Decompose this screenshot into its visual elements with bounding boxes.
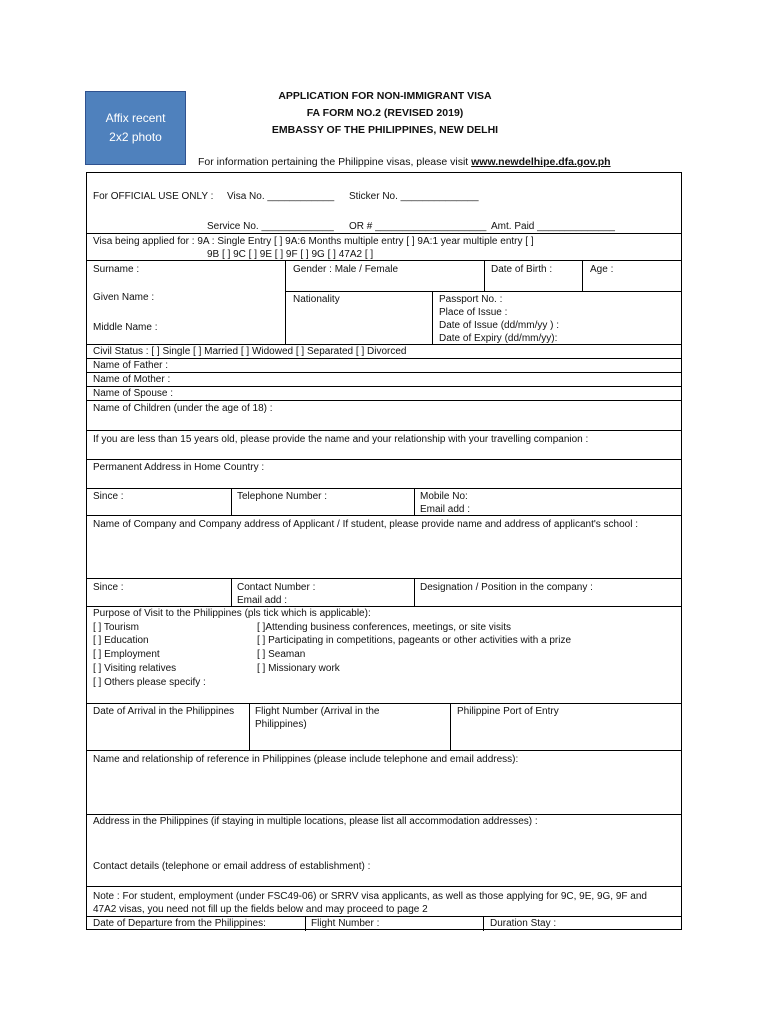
children-names-field[interactable]: Name of Children (under the age of 18) : xyxy=(93,403,273,414)
purpose-section xyxy=(87,607,681,704)
middle-name-field[interactable]: Middle Name : xyxy=(93,322,158,333)
given-name-field[interactable]: Given Name : xyxy=(93,292,155,303)
company-row xyxy=(87,516,681,579)
date-of-expiry-field[interactable]: Date of Expiry (dd/mm/yy): xyxy=(439,333,558,344)
company-since-field[interactable]: Since : xyxy=(93,582,124,593)
purpose-missionary[interactable]: [ ] Missionary work xyxy=(257,663,340,674)
since-phone-row xyxy=(87,489,681,516)
official-use-row xyxy=(87,173,681,234)
application-form xyxy=(86,172,682,930)
duration-stay-field[interactable]: Duration Stay : xyxy=(490,918,557,929)
port-of-entry-field[interactable]: Philippine Port of Entry xyxy=(457,706,559,717)
photo-label-line2: 2x2 photo xyxy=(109,130,162,144)
header-title: APPLICATION FOR NON-IMMIGRANT VISA xyxy=(278,90,492,102)
personal-details-section xyxy=(87,261,681,345)
arrival-date-field[interactable]: Date of Arrival in the Philippines xyxy=(93,706,235,717)
company-contact-row xyxy=(87,579,681,607)
note-line2: 47A2 visas, you need not fill up the fields below and may proceed to page 2 xyxy=(93,904,428,915)
civil-status-options[interactable]: Civil Status : [ ] Single [ ] Married [ ] Widowed [ ] Separated [ ] Divorced xyxy=(93,346,407,357)
date-of-issue-field[interactable]: Date of Issue (dd/mm/yy ) : xyxy=(439,320,560,331)
mobile-no-field[interactable]: Mobile No: xyxy=(420,491,468,502)
amount-paid-field[interactable]: Amt. Paid ______________ xyxy=(491,221,615,232)
ph-address-row xyxy=(87,815,681,887)
father-name-field[interactable]: Name of Father : xyxy=(93,360,169,371)
purpose-business[interactable]: [ ]Attending business conferences, meetings, or site visits xyxy=(257,622,512,633)
civil-status-row xyxy=(87,345,681,359)
age-field[interactable]: Age : xyxy=(590,264,614,275)
contact-number-field[interactable]: Contact Number : xyxy=(237,582,316,593)
visa-type-row xyxy=(87,234,681,261)
mother-row xyxy=(87,373,681,387)
permanent-address-row xyxy=(87,460,681,489)
departure-date-field[interactable]: Date of Departure from the Philippines: xyxy=(93,918,266,929)
date-of-birth-field[interactable]: Date of Birth : xyxy=(491,264,553,275)
mother-name-field[interactable]: Name of Mother : xyxy=(93,374,171,385)
header-form-number: FA FORM NO.2 (REVISED 2019) xyxy=(306,107,464,119)
companion-row xyxy=(87,431,681,460)
header-embassy: EMBASSY OF THE PHILIPPINES, NEW DELHI xyxy=(271,124,499,136)
official-use-label: For OFFICIAL USE ONLY : xyxy=(93,191,214,202)
departure-row xyxy=(87,917,681,931)
purpose-title: Purpose of Visit to the Philippines (pls tick which is applicable): xyxy=(93,608,371,619)
designation-field[interactable]: Designation / Position in the company : xyxy=(420,582,593,593)
address-since-field[interactable]: Since : xyxy=(93,491,124,502)
email-field[interactable]: Email add : xyxy=(420,504,471,515)
nationality-field[interactable]: Nationality xyxy=(293,294,340,305)
arrival-row xyxy=(87,704,681,751)
purpose-seaman[interactable]: [ ] Seaman xyxy=(257,649,306,660)
surname-field[interactable]: Surname : xyxy=(93,264,140,275)
passport-no-field[interactable]: Passport No. : xyxy=(439,294,503,305)
website-link[interactable]: www.newdelhipe.dfa.gov.ph xyxy=(471,156,611,168)
purpose-visiting-relatives[interactable]: [ ] Visiting relatives xyxy=(93,663,177,674)
ph-address-field[interactable]: Address in the Philippines (if staying in multiple locations, please list all accommodation addresses) : xyxy=(93,816,538,827)
note-row xyxy=(87,887,681,917)
note-line1: Note : For student, employment (under FSC49-06) or SRRV visa applicants, as well as those applying for 9C, 9E, 9G, 9F and xyxy=(93,891,647,902)
reference-field[interactable]: Name and relationship of reference in Philippines (please include telephone and email address): xyxy=(93,754,519,765)
sticker-no-field[interactable]: Sticker No. ______________ xyxy=(349,191,479,202)
form-header xyxy=(200,88,570,139)
telephone-number-field[interactable]: Telephone Number : xyxy=(237,491,328,502)
departure-flight-field[interactable]: Flight Number : xyxy=(311,918,380,929)
arrival-flight-field[interactable]: Flight Number (Arrival in the Philippines) xyxy=(255,706,380,730)
purpose-education[interactable]: [ ] Education xyxy=(93,635,149,646)
info-text: For information pertaining the Philippine visas, please visit xyxy=(198,156,472,168)
gender-field[interactable]: Gender : Male / Female xyxy=(293,264,399,275)
or-number-field[interactable]: OR # ____________________ xyxy=(349,221,487,232)
children-row xyxy=(87,401,681,431)
company-address-field[interactable]: Name of Company and Company address of Applicant / If student, please provide name and address of applicant's school : xyxy=(93,519,639,530)
place-of-issue-field[interactable]: Place of Issue : xyxy=(439,307,508,318)
companion-field[interactable]: If you are less than 15 years old, please provide the name and your relationship with your travelling companion : xyxy=(93,434,589,445)
info-line xyxy=(198,156,611,168)
purpose-others[interactable]: [ ] Others please specify : xyxy=(93,677,206,688)
purpose-tourism[interactable]: [ ] Tourism xyxy=(93,622,139,633)
company-email-field[interactable]: Email add : xyxy=(237,595,288,606)
purpose-employment[interactable]: [ ] Employment xyxy=(93,649,160,660)
photo-label-line1: Affix recent xyxy=(105,111,166,125)
visa-no-field[interactable]: Visa No. ____________ xyxy=(227,191,335,202)
service-no-field[interactable]: Service No. _____________ xyxy=(207,221,334,232)
reference-row xyxy=(87,751,681,815)
visa-type-line2[interactable]: 9B [ ] 9C [ ] 9E [ ] 9F [ ] 9G [ ] 47A2 [ ] xyxy=(207,249,374,260)
purpose-competitions[interactable]: [ ] Participating in competitions, pageants or other activities with a prize xyxy=(257,635,572,646)
father-row xyxy=(87,359,681,373)
photo-box xyxy=(85,91,186,165)
visa-type-line1[interactable]: Visa being applied for : 9A : Single Entry [ ] 9A:6 Months multiple entry [ ] 9A:1 year multiple entry [ ] xyxy=(93,236,534,247)
spouse-row xyxy=(87,387,681,401)
permanent-address-field[interactable]: Permanent Address in Home Country : xyxy=(93,462,265,473)
spouse-name-field[interactable]: Name of Spouse : xyxy=(93,388,174,399)
establishment-contact-field[interactable]: Contact details (telephone or email address of establishment) : xyxy=(93,861,371,872)
